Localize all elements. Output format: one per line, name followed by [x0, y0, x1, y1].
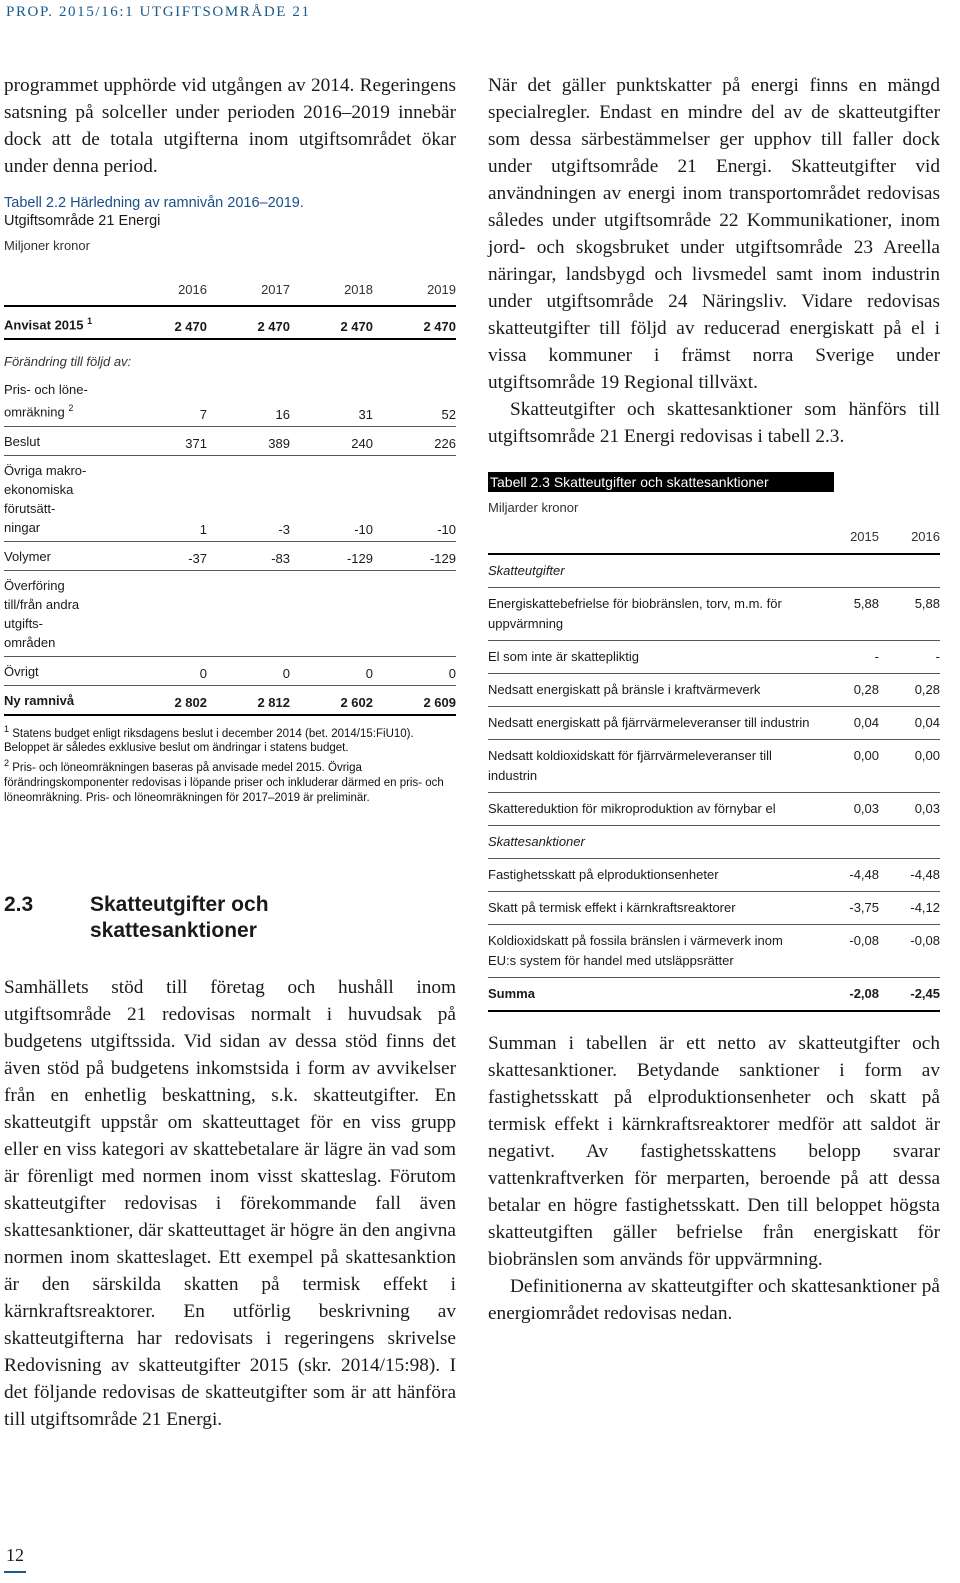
row-label: Förändring till följd av:	[4, 354, 132, 370]
cell: -129	[346, 550, 373, 566]
cell: 2 470	[174, 319, 207, 335]
cell: 0,03	[914, 801, 940, 816]
cell: 2 470	[257, 319, 290, 335]
cell: 0	[365, 665, 373, 681]
group-label: Skattesanktioner	[488, 834, 585, 849]
row-label: Koldioxidskatt på fossila bränslen i värmeverk inom EU:s system för handel med utsläppsrätter	[488, 933, 783, 968]
paragraph-2: Skatteutgifter och skattesanktioner som hänförs till utgiftsområde 21 Energi redovisas i tabell 2.3.	[488, 399, 940, 447]
table-2-3-unit: Miljarder kronor	[488, 500, 579, 515]
table-group-skatteutgifter	[488, 555, 940, 588]
row-label: Pris- och löne- omräkning $^2$	[4, 382, 88, 420]
cell: 2 802	[174, 694, 207, 710]
cell: 389	[268, 435, 290, 451]
cell: -129	[429, 550, 456, 566]
cell: -4,12	[910, 900, 940, 915]
table-row	[488, 707, 940, 740]
cell: 52	[441, 406, 456, 422]
left-column	[4, 72, 456, 1433]
cell: -	[935, 649, 940, 664]
cell: 0	[199, 665, 207, 681]
table-row	[488, 925, 940, 978]
intro-text: programmet upphörde vid utgången av 2014. Regeringens satsning på solceller under perioden 2016–2019 innebär dock att de totala utgifterna inom utgiftsområdet ökar under denna period.	[4, 75, 456, 177]
cell: 2 470	[423, 319, 456, 335]
table-row	[4, 456, 456, 542]
table-header-row	[488, 527, 940, 555]
cell: 0	[282, 665, 290, 681]
row-label: Övriga makro- ekonomiska förutsätt- ningar	[4, 462, 87, 535]
table-2-2-title-line1: Tabell 2.2 Härledning av ramnivån 2016–2019.	[4, 195, 304, 211]
group-label: Skatteutgifter	[488, 563, 565, 578]
cell: -	[874, 649, 879, 664]
cell: 0,03	[853, 801, 879, 816]
cell: -2,45	[910, 986, 940, 1001]
table-row	[488, 859, 940, 892]
cell: -0,08	[849, 933, 879, 948]
table-row-forandring	[4, 340, 456, 375]
paragraph-1: När det gäller punktskatter på energi finns en mängd specialregler. Endast en mindre del av de skatteutgifter som dessa särbestämmelser ger upphov till faller dock under utgiftsområde 21 Energi. Skatteutgifter vid användningen av energi inom transportområdet redovisas således under utgiftsområde 22 Kommunikationer, inom jord- och skogsbruket under utgiftsområde 23 Areella näringar, landsbygd och livsmedel samt inom industrin under utgiftsområde 24 Näringsliv. Vidare redovisas skatteutgifter till följd av reducerad energiskatt på el i vissa kommuner i främst norra Sverige under utgiftsområde 19 Regional tillväxt.	[488, 75, 940, 393]
cell: -10	[354, 521, 373, 537]
cell: 0,04	[853, 715, 879, 730]
table-2-2-footnotes	[4, 722, 456, 807]
cell: 0,00	[914, 748, 940, 763]
cell: 16	[275, 406, 290, 422]
row-label: Summa	[488, 986, 535, 1001]
row-label: Ny ramnivå	[4, 692, 75, 708]
right-paragraphs	[488, 72, 940, 450]
row-label: Nedsatt koldioxidskatt för fjärrvärmeleveranser till industrin	[488, 748, 772, 783]
table-row-total	[4, 686, 456, 716]
row-label: Skattereduktion för mikroproduktion av förnybar el	[488, 801, 776, 816]
cell: 0,00	[853, 748, 879, 763]
cell: 0,28	[914, 682, 940, 697]
row-label: Fastighetsskatt på elproduktionsenheter	[488, 867, 719, 882]
cell: 226	[434, 435, 456, 451]
row-label: Anvisat 2015 $^1$	[4, 316, 93, 333]
paragraph-4: Definitionerna av skatteutgifter och skattesanktioner på energiområdet redovisas nedan.	[488, 1276, 940, 1324]
cell: 5,88	[853, 596, 879, 611]
cell: 240	[351, 435, 373, 451]
cell: 7	[199, 406, 207, 422]
cell: -4,48	[849, 867, 879, 882]
row-label: Nedsatt energiskatt på bränsle i kraftvärmeverk	[488, 682, 761, 697]
right-column	[488, 72, 940, 1327]
table-row-anvisat	[4, 307, 456, 340]
row-label: Energiskattebefrielse för biobränslen, torv, m.m. för uppvärmning	[488, 596, 782, 631]
table-row	[4, 542, 456, 571]
cell: 31	[358, 406, 373, 422]
table-row-total	[488, 978, 940, 1012]
table-row	[4, 375, 456, 426]
table-row	[4, 427, 456, 456]
year-header: 2016	[911, 529, 940, 544]
row-label: Överföring till/från andra utgifts- områden	[4, 577, 80, 650]
table-row	[488, 588, 940, 641]
table-row	[488, 674, 940, 707]
section-number: 2.3	[4, 893, 34, 917]
cell: 2 609	[423, 694, 456, 710]
cell: 0,04	[914, 715, 940, 730]
table-row	[4, 657, 456, 686]
table-2-3-title: Tabell 2.3 Skatteutgifter och skattesanktioner	[488, 472, 834, 492]
table-row	[488, 740, 940, 793]
cell: -2,08	[849, 986, 879, 1001]
year-header: 2019	[427, 282, 456, 297]
section-heading	[4, 892, 456, 944]
cell: -10	[437, 521, 456, 537]
cell: -3	[278, 521, 290, 537]
table-2-2-unit: Miljoner kronor	[4, 238, 90, 253]
cell: -4,48	[910, 867, 940, 882]
row-label: Nedsatt energiskatt på fjärrvärmeleveranser till industrin	[488, 715, 810, 730]
right-closing-paragraphs	[488, 1030, 940, 1327]
cell: 2 470	[340, 319, 373, 335]
table-row	[488, 793, 940, 826]
year-header: 2018	[344, 282, 373, 297]
cell: 2 812	[257, 694, 290, 710]
table-header-row	[4, 277, 456, 307]
table-row	[488, 641, 940, 674]
cell: -0,08	[910, 933, 940, 948]
table-row	[488, 892, 940, 925]
year-header: 2016	[178, 282, 207, 297]
table-group-skattesanktioner	[488, 826, 940, 859]
section-paragraph	[4, 974, 456, 1433]
cell: 0	[448, 665, 456, 681]
cell: 2 602	[340, 694, 373, 710]
year-header: 2015	[850, 529, 879, 544]
year-header: 2017	[261, 282, 290, 297]
section-text: Samhällets stöd till företag och hushåll inom utgiftsområde 21 redovisas normalt i huvudsak på budgetens utgiftssida. Vid sidan av dessa stöd finns det även stöd på budgetens inkomstsida i form av avvikelser från en enhetlig beskattning, s.k. skatteutgifter. En skatteutgift uppstår om skatteuttaget för en viss grupp eller en viss kategori av skattebetalare är lägre än vad som är förenligt med normen inom visst skatteslag. Förutom skatteutgifter redovisas i förekommande fall även skattesanktioner, där skatteuttaget är högre än den angivna normen inom skatteslaget. Ett exempel på skattesanktion är den särskilda skatten på termisk effekt i kärnkraftsreaktorer. En utförlig beskrivning av skatteutgifterna har redovisats i regeringens skrivelse Redovisning av skatteutgifter 2015 (skr. 2014/15:98). I det följande redovisas de skatteutgifter som är att hänföra till utgiftsområde 21 Energi.	[4, 977, 456, 1431]
page-number-rule	[4, 1571, 26, 1573]
row-label: El som inte är skattepliktig	[488, 649, 640, 664]
footnote-1: $^1$ Statens budget enligt riksdagens beslut i december 2014 (bet. 2014/15:FiU10). Beloppet är således exklusive beslut om ändringar i statens budget.	[4, 723, 414, 755]
cell: -37	[188, 550, 207, 566]
cell: -3,75	[849, 900, 879, 915]
row-label: Beslut	[4, 433, 41, 449]
table-row	[4, 571, 456, 657]
table-2-3	[488, 527, 940, 1012]
table-2-2-title-line2: Utgiftsområde 21 Energi	[4, 213, 161, 229]
cell: 371	[185, 435, 207, 451]
intro-paragraph	[4, 72, 456, 180]
running-header: PROP. 2015/16:1 UTGIFTSOMRÅDE 21	[6, 4, 311, 20]
cell: -83	[271, 550, 290, 566]
cell: 1	[199, 521, 207, 537]
footnote-2: $^2$ Pris- och löneomräkningen baseras på anvisade medel 2015. Övriga förändringskomponenter redovisas i löpande priser och inkluderar därmed en pris- och löneomräkning. Pris- och löneomräkningen för 2017–2019 är preliminär.	[4, 758, 444, 805]
cell: 0,28	[853, 682, 879, 697]
table-2-2	[4, 277, 456, 716]
table-2-2-title	[4, 194, 456, 230]
page-number: 12	[6, 1545, 24, 1565]
row-label: Volymer	[4, 548, 51, 564]
cell: 5,88	[914, 596, 940, 611]
row-label: Skatt på termisk effekt i kärnkraftsreaktorer	[488, 900, 736, 915]
section-title: Skatteutgifter och skattesanktioner	[90, 893, 269, 943]
paragraph-3: Summan i tabellen är ett netto av skatteutgifter och skattesanktioner. Betydande sanktioner i form av fastighetsskatt på elproduktionsenheter och skatt på termisk effekt i kärnkraftsreaktorer medför att saldot är negativt. Av fastighetsskattens belopp svarar vattenkraftverken för merparten, beroende på att dessa betalar en högre fastighetsskatt. Den till beloppet högsta skatteutgiften gäller befrielse från energiskatt för biobränslen som används för uppvärmning.	[488, 1033, 940, 1270]
row-label: Övrigt	[4, 663, 39, 679]
